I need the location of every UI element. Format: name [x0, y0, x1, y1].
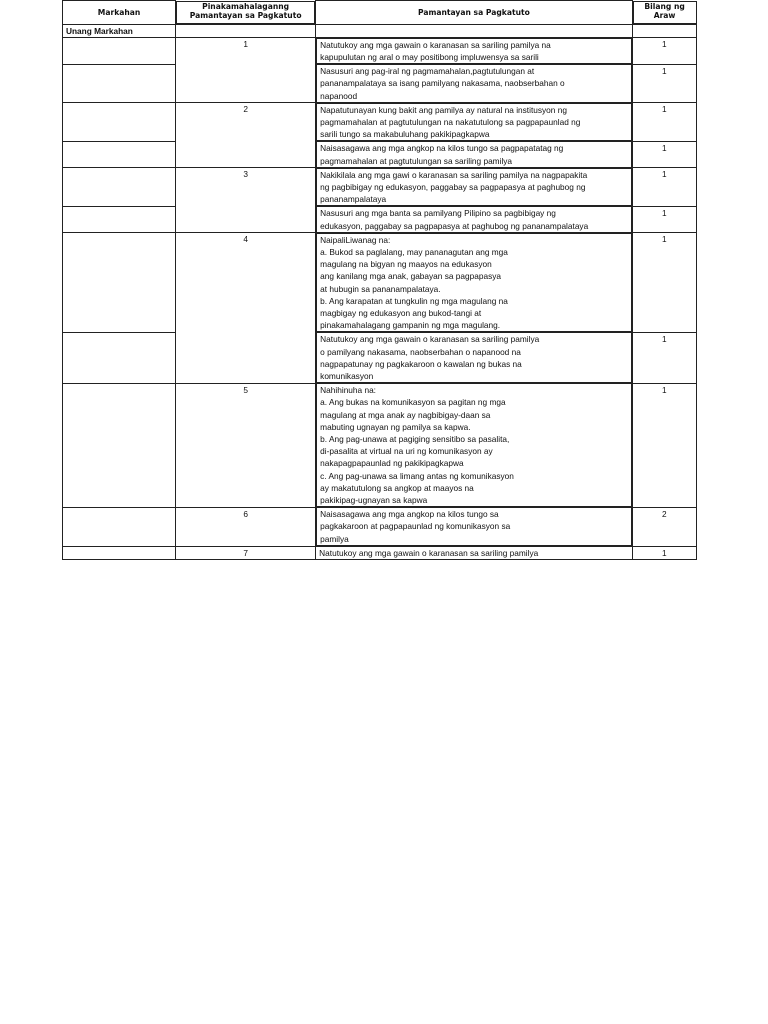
days-count: 1: [632, 37, 696, 64]
days-count: 1: [632, 206, 696, 232]
table-row: [63, 233, 697, 333]
quarter-cell: [63, 206, 176, 232]
quarter-cell: [63, 37, 176, 64]
quarter-cell: [63, 64, 176, 103]
priority-number: 1: [176, 37, 316, 103]
standard-text: Nasusuri ang mga banta sa pamilyang Pilipino sa pagbibigay ng edukasyon, paggabay sa pagpapasya at paghubog ng pananampalataya: [316, 206, 631, 232]
quarter-cell: [63, 507, 176, 546]
header-days: Bilang ng Araw: [633, 1, 697, 24]
table-row: [63, 332, 697, 383]
standard-text: Natutukoy ang mga gawain o karanasan sa sariling pamilya: [316, 546, 632, 559]
quarter-cell: [63, 332, 176, 383]
table-row: [63, 37, 697, 64]
table-header-row: [63, 1, 697, 25]
standard-text: Nakikilala ang mga gawi o karanasan sa sariling pamilya na nagpapakita ng pagbibigay ng edukasyon, paggabay sa pagpapasya at paghubog ng pananampalataya: [316, 168, 631, 207]
table-row: [63, 141, 697, 167]
learning-standards-table: [62, 0, 697, 560]
table-row: [63, 383, 697, 507]
days-count: 1: [632, 64, 696, 103]
priority-number: 7: [176, 546, 316, 559]
standard-text: NaipaliLiwanag na: a. Bukod sa paglalang, may pananagutan ang mga magulang na bigyan ng maayos na edukasyon ang kanilang mga anak, gabayan sa pagpapasya at hubugin sa pananampalataya. b. Ang karapatan at tungkulin ng mga magulang na magbigay ng edukasyon ang bukod-tangi at pinakamahalagang gampanin ng mga magulang.: [316, 233, 631, 333]
standard-text: Natutukoy ang mga gawain o karanasan sa sariling pamilya na kapupulutan ng aral o may positibong impluwensya sa sarili: [316, 38, 631, 64]
table-row: [63, 206, 697, 232]
days-count: 1: [632, 233, 696, 333]
table-row: [63, 103, 697, 142]
quarter-cell: [63, 168, 176, 207]
header-priority-standard: Pinakamahalaganng Pamantayan sa Pagkatuto: [176, 1, 315, 24]
days-count: 1: [632, 383, 696, 507]
table-cell: [176, 24, 316, 37]
priority-number: 3: [176, 168, 316, 233]
table-row: [63, 507, 697, 546]
curriculum-table-sheet: [62, 0, 697, 560]
priority-number: 2: [176, 103, 316, 168]
quarter-cell: [63, 141, 176, 167]
quarter-cell: [63, 546, 176, 559]
days-count: 1: [632, 546, 696, 559]
header-learning-standard: Pamantayan sa Pagkatuto: [316, 1, 632, 25]
table-row: [63, 64, 697, 103]
table-row: [63, 168, 697, 207]
days-count: 2: [632, 507, 696, 546]
standard-text: Nasusuri ang pag-iral ng pagmamahalan,pagtutulungan at pananampalataya sa isang pamilyang nakasama, naobserbahan o napanood: [316, 64, 631, 103]
days-count: 1: [632, 168, 696, 207]
quarter-cell: [63, 103, 176, 142]
table-row: [63, 546, 697, 559]
table-cell: [316, 24, 632, 37]
header-quarter: Markahan: [63, 1, 176, 25]
quarter-cell: [63, 233, 176, 333]
table-cell: [632, 24, 696, 37]
standard-text: Napatutunayan kung bakit ang pamilya ay natural na institusyon ng pagmamahalan at pagtutulungan na nakatutulong sa pagpapaunlad ng sarili tungo sa makabuluhang pakikipagkapwa: [316, 103, 631, 142]
days-count: 1: [632, 332, 696, 383]
priority-number: 4: [176, 233, 316, 383]
standard-text: Natutukoy ang mga gawain o karanasan sa sariling pamilya o pamilyang nakasama, naobserbahan o napanood na nagpapatunay ng pagkakaroon o kawalan ng bukas na komunikasyon: [316, 332, 631, 383]
priority-number: 6: [176, 507, 316, 546]
standard-text: Naisasagawa ang mga angkop na kilos tungo sa pagpapatatag ng pagmamahalan at pagtutulungan sa sariling pamilya: [316, 141, 631, 167]
standard-text: Naisasagawa ang mga angkop na kilos tungo sa pagkakaroon at pagpapaunlad ng komunikasyon sa pamilya: [316, 507, 631, 546]
days-count: 1: [632, 141, 696, 167]
priority-number: 5: [176, 383, 316, 507]
quarter-label: Unang Markahan: [63, 24, 176, 37]
standard-text: Nahihinuha na: a. Ang bukas na komunikasyon sa pagitan ng mga magulang at mga anak ay nagbibigay-daan sa mabuting ugnayan ng pamilya sa kapwa. b. Ang pag-unawa at pagiging sensitibo sa pasalita, di-pasalita at virtual na uri ng komunikasyon ay nakapagpapaunlad ng pakikipagkapwa c. Ang pag-unawa sa limang antas ng komunikasyon ay makatutulong sa angkop at maayos na pakikipag-ugnayan sa kapwa: [316, 383, 631, 507]
days-count: 1: [632, 103, 696, 142]
quarter-row: [63, 24, 697, 37]
quarter-cell: [63, 383, 176, 507]
